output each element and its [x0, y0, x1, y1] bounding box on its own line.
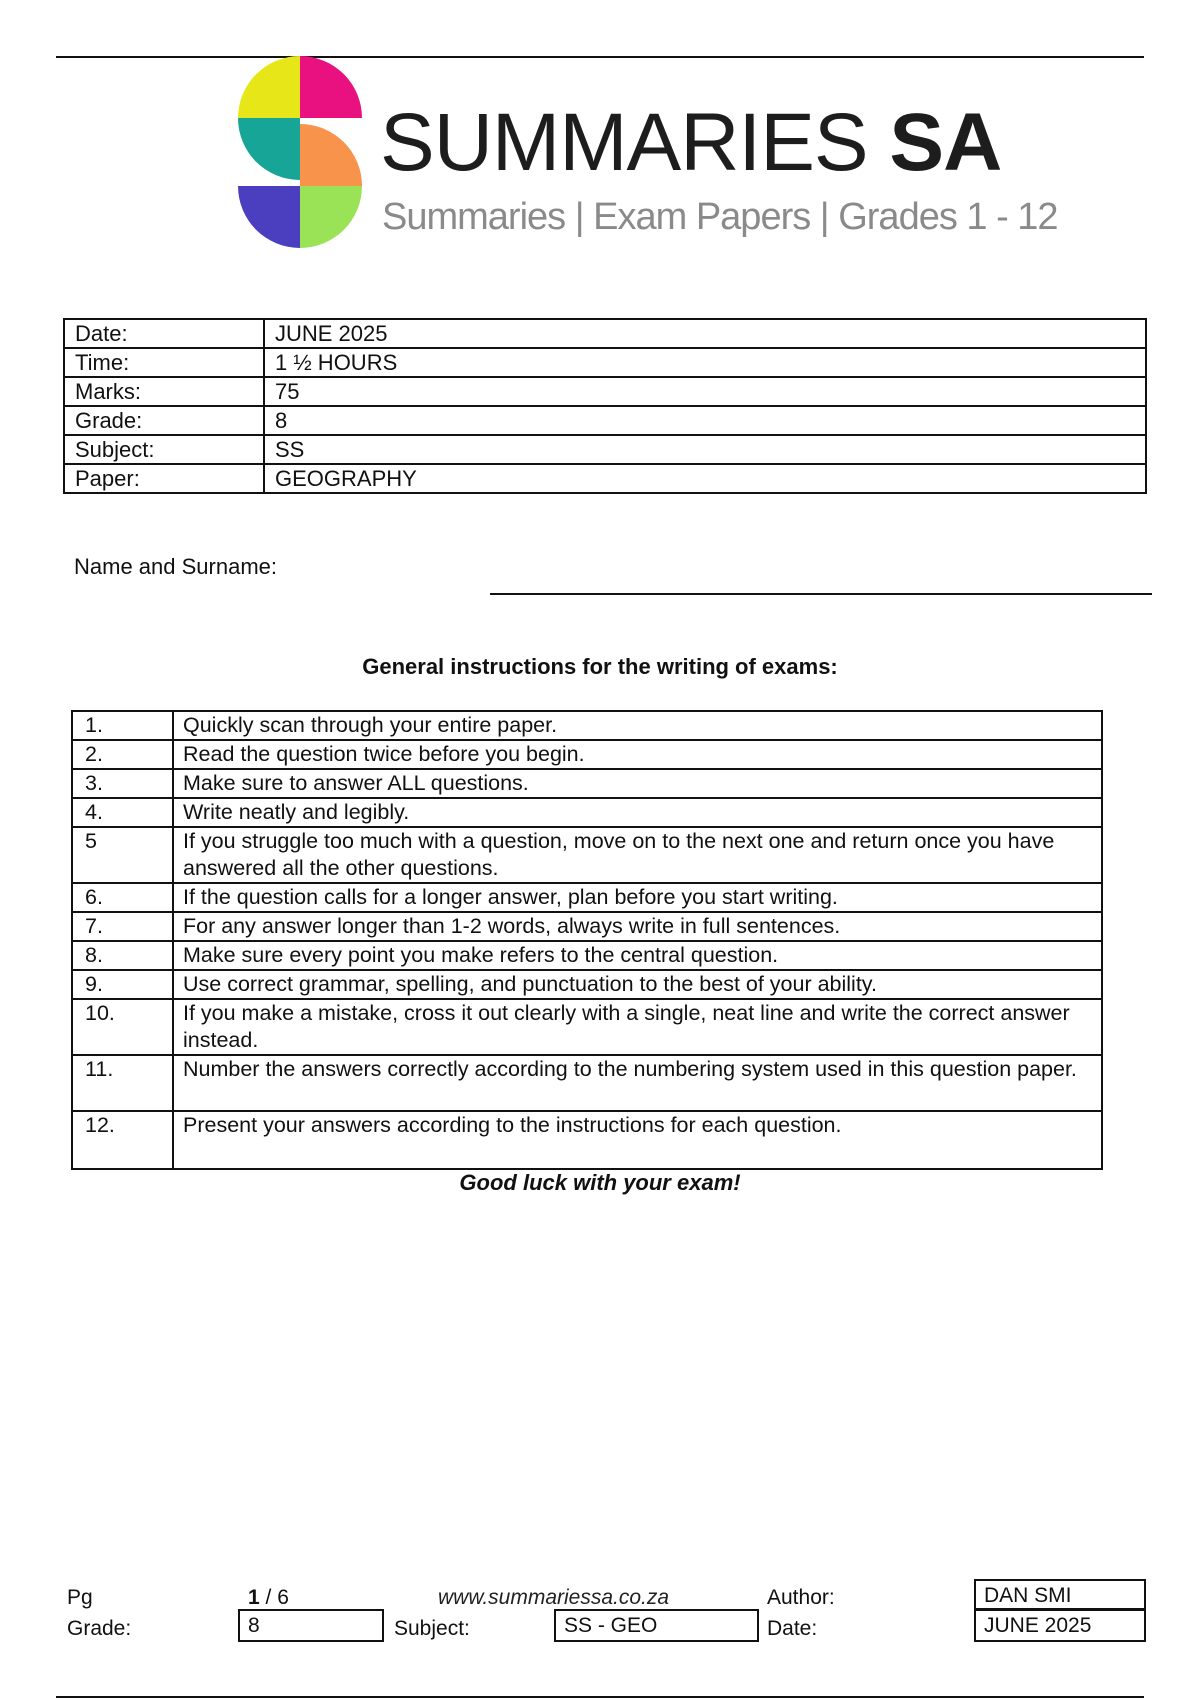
- info-value: 8: [264, 406, 1146, 435]
- instruction-number: 3.: [72, 769, 173, 798]
- logo-segment-teal: [238, 118, 300, 180]
- instruction-text: Make sure to answer ALL questions.: [173, 769, 1102, 798]
- footer-author-label: Author:: [767, 1586, 835, 1609]
- instruction-text: Number the answers correctly according to the numbering system used in this question paper.: [173, 1055, 1102, 1111]
- brand-title-main: SUMMARIES: [380, 97, 868, 188]
- instruction-row: [72, 769, 1102, 798]
- footer-pg-label: Pg: [67, 1586, 93, 1609]
- info-value: 75: [264, 377, 1146, 406]
- instruction-number: 1.: [72, 711, 173, 740]
- footer-grade-label: Grade:: [67, 1617, 132, 1640]
- instruction-number: 9.: [72, 970, 173, 999]
- info-row-marks: [64, 377, 1146, 406]
- instruction-text: Write neatly and legibly.: [173, 798, 1102, 827]
- info-value: JUNE 2025: [264, 319, 1146, 348]
- instruction-number: 7.: [72, 912, 173, 941]
- footer-date-label: Date:: [767, 1617, 818, 1640]
- footer-website: www.summariessa.co.za: [438, 1586, 670, 1609]
- info-row-subject: [64, 435, 1146, 464]
- instruction-row: [72, 711, 1102, 740]
- instruction-text: If you make a mistake, cross it out clearly with a single, neat line and write the correct answer instead.: [173, 999, 1102, 1055]
- instruction-row: [72, 798, 1102, 827]
- footer-date-value: JUNE 2025: [974, 1609, 1146, 1642]
- bottom-rule: [56, 1696, 1144, 1698]
- name-surname-label: Name and Surname:: [74, 554, 277, 579]
- instruction-text: Use correct grammar, spelling, and punctuation to the best of your ability.: [173, 970, 1102, 999]
- info-row-paper: [64, 464, 1146, 493]
- instruction-text: If the question calls for a longer answer, plan before you start writing.: [173, 883, 1102, 912]
- instruction-number: 8.: [72, 941, 173, 970]
- footer-page-total: / 6: [265, 1586, 289, 1609]
- info-value: SS: [264, 435, 1146, 464]
- footer-author-value: DAN SMI: [974, 1579, 1146, 1610]
- instruction-row: [72, 912, 1102, 941]
- footer-page-number: [248, 1587, 289, 1608]
- info-value: GEOGRAPHY: [264, 464, 1146, 493]
- info-label: Time:: [64, 348, 264, 377]
- instruction-number: 6.: [72, 883, 173, 912]
- instructions-heading: General instructions for the writing of exams:: [362, 654, 838, 679]
- info-label: Date:: [64, 319, 264, 348]
- logo-segment-green: [300, 186, 362, 248]
- info-label: Subject:: [64, 435, 264, 464]
- exam-info-table: [63, 318, 1147, 494]
- brand-title: [380, 97, 1002, 188]
- info-row-time: [64, 348, 1146, 377]
- instruction-row: [72, 970, 1102, 999]
- instruction-row: [72, 827, 1102, 883]
- info-value: 1 ½ HOURS: [264, 348, 1146, 377]
- top-rule: [56, 56, 1144, 58]
- logo-segment-orange: [300, 124, 362, 186]
- footer-subject-label: Subject:: [394, 1617, 470, 1640]
- summaries-sa-logo-icon: [230, 56, 370, 248]
- instruction-row: [72, 883, 1102, 912]
- instruction-row: [72, 999, 1102, 1055]
- instruction-row: [72, 941, 1102, 970]
- logo-segment-yellow: [238, 56, 300, 118]
- instruction-row: [72, 740, 1102, 769]
- instruction-text: For any answer longer than 1-2 words, always write in full sentences.: [173, 912, 1102, 941]
- info-row-date: [64, 319, 1146, 348]
- instructions-table: [71, 710, 1103, 1170]
- instruction-number: 4.: [72, 798, 173, 827]
- instruction-number: 2.: [72, 740, 173, 769]
- brand-tagline: Summaries | Exam Papers | Grades 1 - 12: [382, 196, 1058, 238]
- instruction-row: [72, 1111, 1102, 1169]
- name-surname-line[interactable]: [490, 593, 1152, 595]
- instruction-text: Read the question twice before you begin.: [173, 740, 1102, 769]
- footer-page-current: 1: [248, 1586, 260, 1609]
- brand-title-bold: SA: [889, 97, 1002, 188]
- logo-segment-magenta: [300, 56, 362, 118]
- footer-grade-value: 8: [238, 1609, 384, 1642]
- instruction-text: Make sure every point you make refers to the central question.: [173, 941, 1102, 970]
- info-label: Grade:: [64, 406, 264, 435]
- instruction-text: Quickly scan through your entire paper.: [173, 711, 1102, 740]
- instruction-number: 11.: [72, 1055, 173, 1111]
- info-row-grade: [64, 406, 1146, 435]
- instruction-row: [72, 1055, 1102, 1111]
- instruction-number: 10.: [72, 999, 173, 1055]
- logo-segment-purple: [238, 186, 300, 248]
- instruction-text: If you struggle too much with a question, move on to the next one and return once you have answered all the other questions.: [173, 827, 1102, 883]
- instruction-text: Present your answers according to the instructions for each question.: [173, 1111, 1102, 1169]
- good-luck-message: Good luck with your exam!: [459, 1170, 741, 1195]
- instruction-number: 5: [72, 827, 173, 883]
- footer-subject-value: SS - GEO: [554, 1609, 759, 1642]
- info-label: Marks:: [64, 377, 264, 406]
- instruction-number: 12.: [72, 1111, 173, 1169]
- info-label: Paper:: [64, 464, 264, 493]
